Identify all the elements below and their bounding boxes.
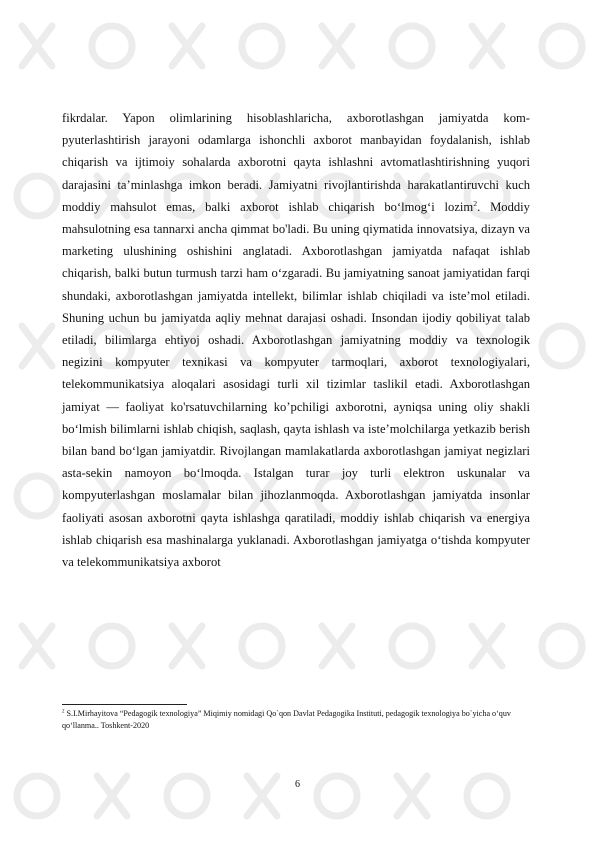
footnote-mark: 2 bbox=[62, 709, 65, 715]
watermark-x-icon bbox=[22, 26, 52, 66]
main-content bbox=[62, 107, 530, 573]
page-number: 6 bbox=[295, 779, 300, 790]
watermark-o-icon bbox=[242, 26, 282, 66]
footnote-citation: S.I.Mirhayitova “Pedagogik texnologiya” Miqimiy nomidagi Qo`qon Davlat Pedagogika Instituti, pedagogik texnologiya bo`yicha o‘quv qo‘llanma.. Toshkent-2020 bbox=[62, 709, 511, 731]
watermark-o-icon bbox=[92, 26, 132, 66]
watermark-o-icon bbox=[392, 26, 432, 66]
paragraph-text-start: fikrdalar. Yapon olimlarining hisoblashlaricha, axborotlashgan jamiyatda kom-pyuterlashtirish jarayoni odamlarga ishonchli axborot manbayidan foydalanish, ishlab chiqarish va ijtimoiy sohalarda axborotni qayta ishlashni avtomatlashtirishning yuqori darajasini ta’minlashga imkon beradi. Jamiyatni rivojlantirishda harakatlantiruvchi kuch moddiy mahsulot emas, balki axborot ishlab chiqarish bo‘lmog‘i lozim bbox=[62, 111, 530, 214]
footnote-area bbox=[62, 704, 530, 732]
watermark-x-icon bbox=[172, 26, 202, 66]
body-paragraph bbox=[62, 107, 530, 573]
watermark-x-icon bbox=[472, 26, 502, 66]
footnote-reference[interactable]: 2 bbox=[473, 198, 478, 208]
paragraph-text-end: . Moddiy mahsulotning esa tannarxi ancha qimmat bo'ladi. Bu uning qiymatida innovatsiya, dizayn va marketing ulushining oshishini anglatadi. Axborotlashgan jamiyatda nafaqat ishlab chiqarish, balki butun turmush tarzi ham o‘zgaradi. Bu jamiyatning sanoat jamiyatidan farqi shundaki, axborotlashgan jamiyatda intellekt, bilimlar ishlab chiqiladi va iste’mol etiladi. Shuning uchun bu jamiyatda aqliy mehnat darajasi oshadi. Insondan ijodiy qobiliyat talab etiladi, bilimlarga ehtiyoj oshadi. Axborotlashgan jamiyatning moddiy va texnologik negizini kompyuter texnikasi va kompyuter tarmoqlari, axborot texnologiyalari, telekommunikatsiya aloqalari asosidagi turli xil tizimlar taslikil etadi. Axborotlashgan jamiyat — faoliyat ko'rsatuvchilarning ko’pchiligi axborotni, ayniqsa uning oliy shakli bo‘lmish bilimlarni ishlab chiqish, saqlash, qayta ishlash va iste’molchilarga yetkazib berish bilan band bo‘lgan jamiyatdir. Rivojlangan mamlakatlarda axborotlashgan jamiyat negizlari asta-sekin namoyon bo‘lmoqda. Istalgan turar joy turli elektron uskunalar va kompyuterlashgan moslamalar bilan jihozlanmoqda. Axborotlashgan jamiyatda insonlar faoliyati asosan axborotni qayta ishlashga qaratiladi, moddiy ishlab chiqarish va energiya ishlab chiqarish esa mashinalarga yuklanadi. Axborotlashgan jamiyatga o‘tishda kompyuter va telekommunikatsiya axborot bbox=[62, 199, 530, 570]
watermark-o-icon bbox=[542, 26, 582, 66]
footnote-text bbox=[62, 708, 530, 732]
watermark-x-icon bbox=[322, 26, 352, 66]
footnote-divider bbox=[62, 704, 187, 705]
